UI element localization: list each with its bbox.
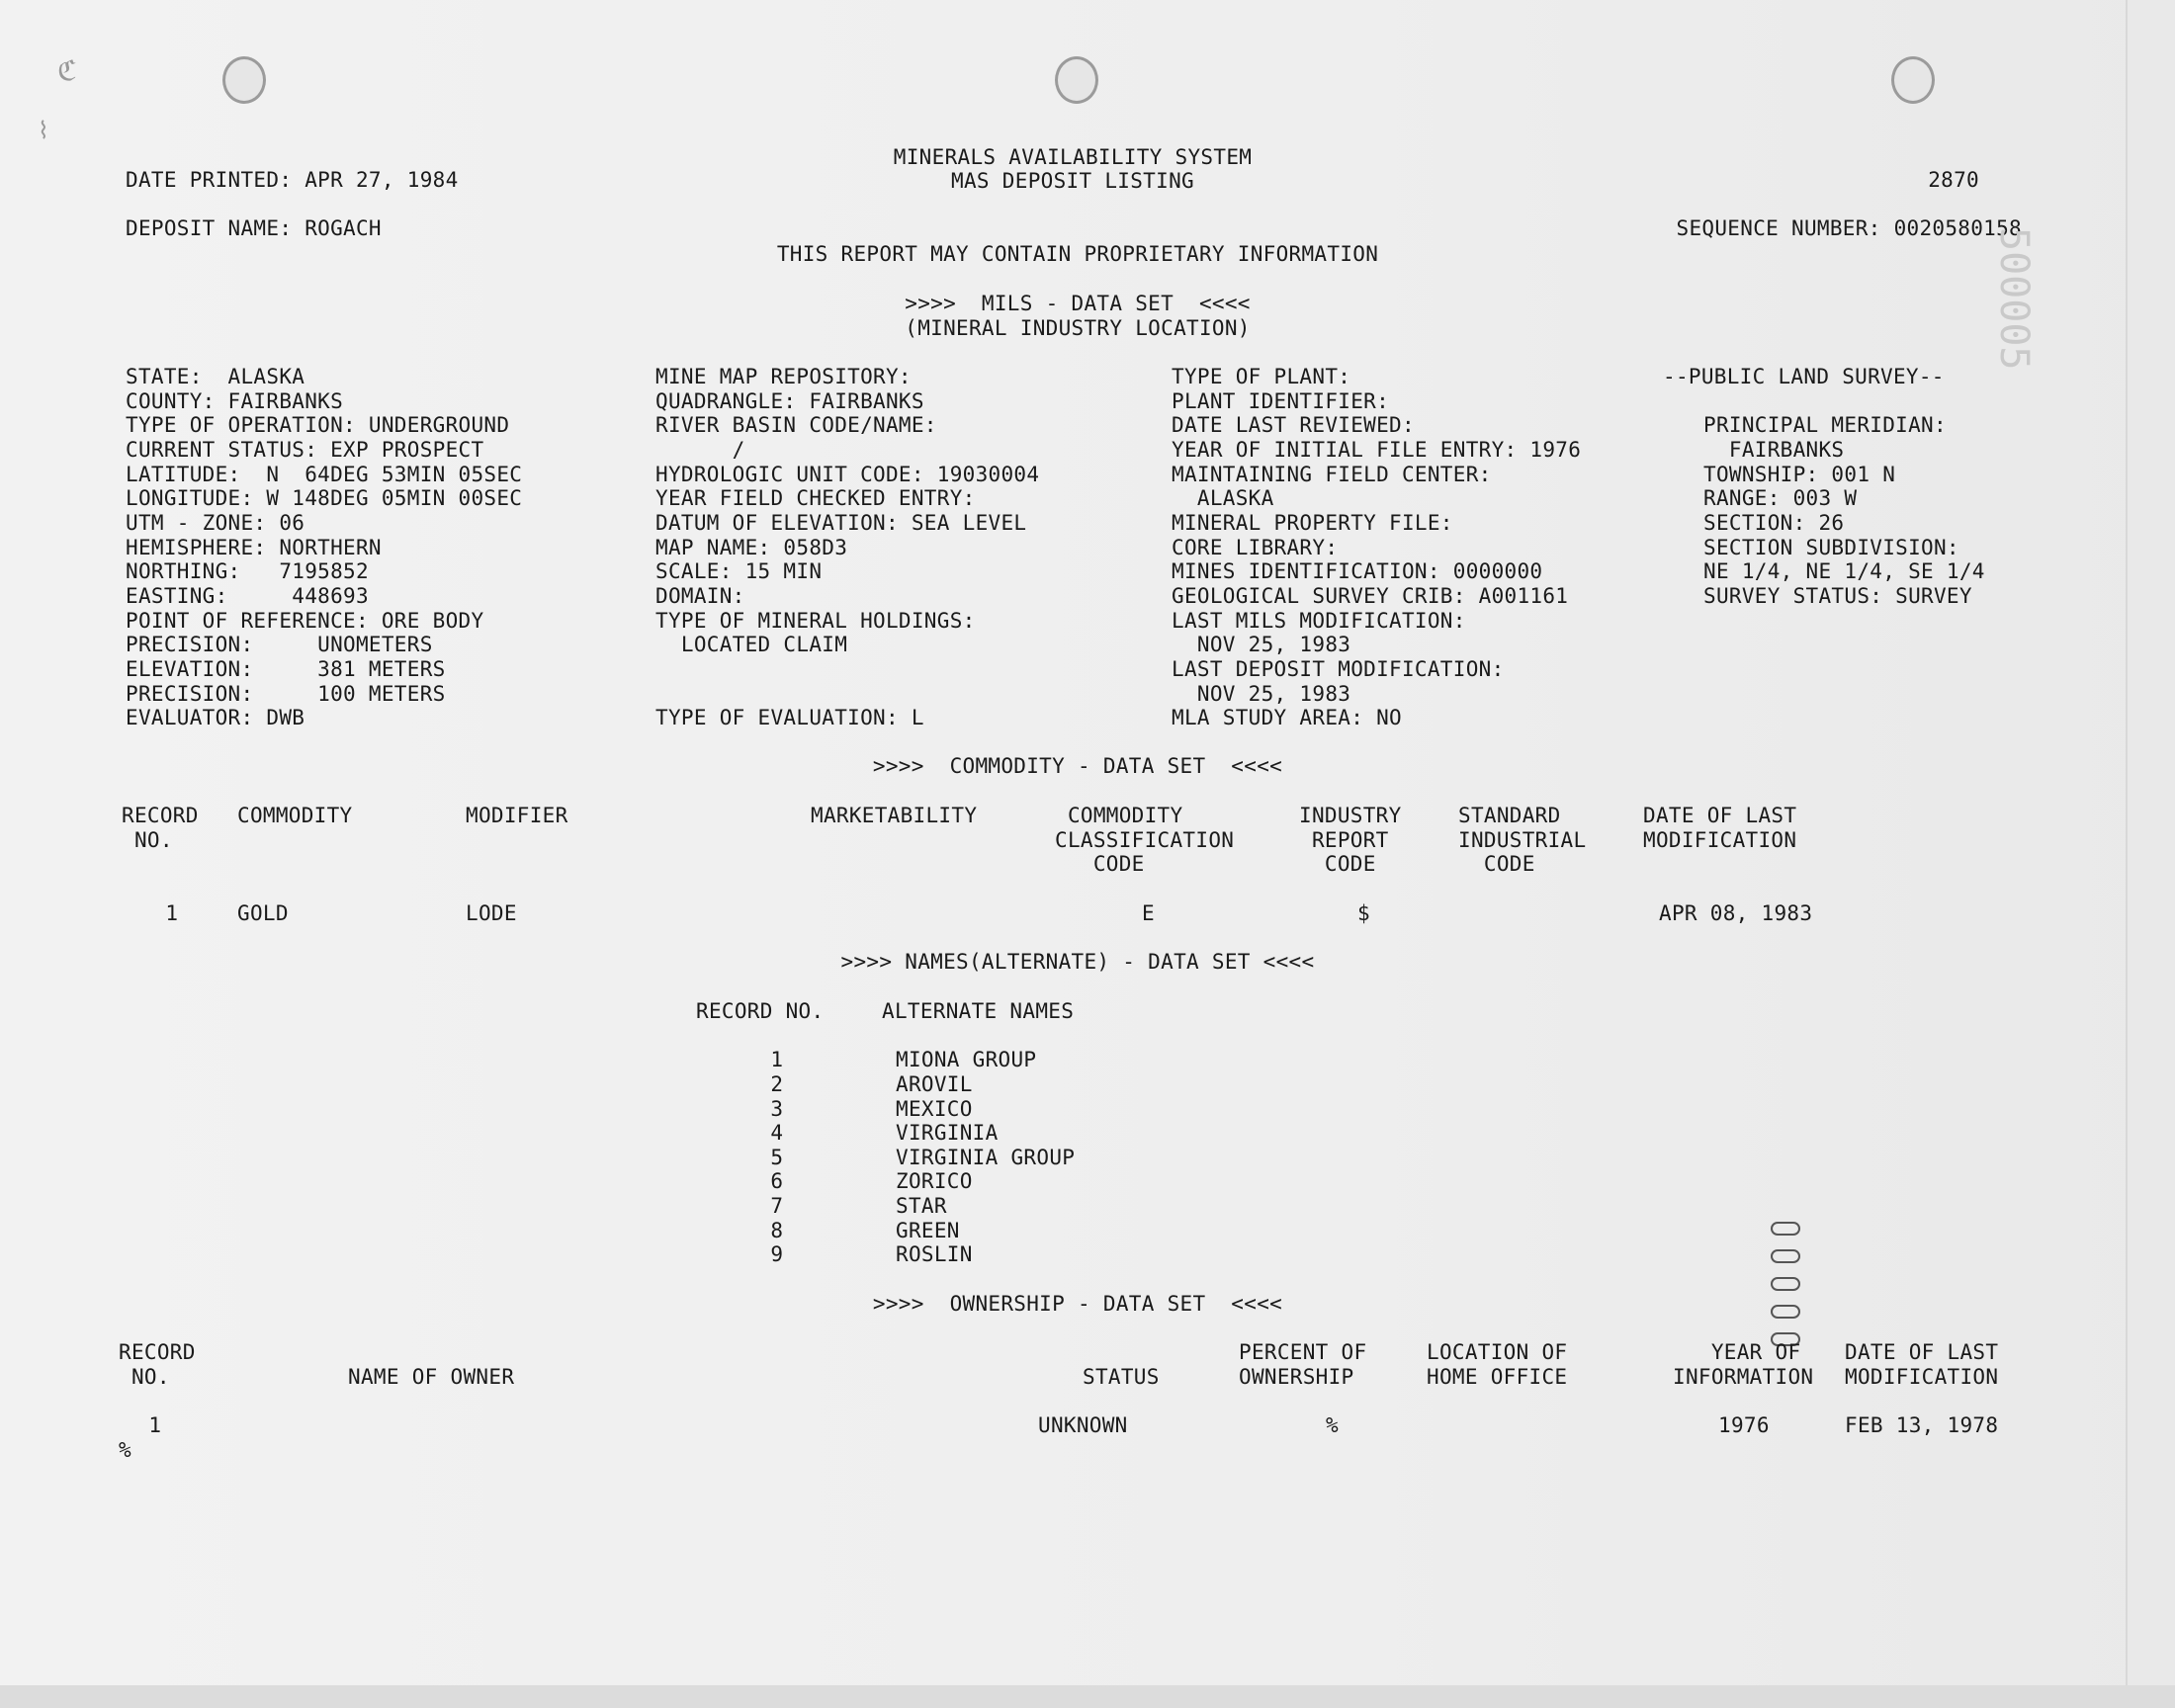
- mils-field: NOV 25, 1983: [1172, 633, 1351, 656]
- mils-field: PRECISION: 100 METERS: [126, 682, 446, 706]
- punch-oval: [1771, 1277, 1800, 1291]
- ownership-heading: >>>> OWNERSHIP - DATA SET <<<<: [872, 1292, 1283, 1316]
- mils-heading: >>>> MILS - DATA SET <<<<: [905, 292, 1251, 315]
- ownership-header-percent: PERCENT OF OWNERSHIP: [1239, 1340, 1367, 1389]
- listing-title: MAS DEPOSIT LISTING: [951, 169, 1194, 193]
- page-bottom-strip: [0, 1685, 2175, 1708]
- mils-field: NORTHING: 7195852: [126, 559, 369, 583]
- punch-oval: [1771, 1222, 1800, 1236]
- names-record-no: 7: [770, 1194, 783, 1218]
- punch-oval: [1771, 1249, 1800, 1263]
- alternate-name: ZORICO: [896, 1169, 973, 1193]
- punch-hole-left: [222, 56, 266, 104]
- side-stamp-number: 500005: [1991, 227, 2037, 371]
- commodity-classification: E: [1142, 901, 1155, 925]
- pls-field: SECTION SUBDIVISION:: [1703, 536, 1959, 559]
- mils-field: YEAR OF INITIAL FILE ENTRY: 1976: [1172, 438, 1582, 462]
- commodity-date: APR 08, 1983: [1659, 901, 1813, 925]
- pls-field: PRINCIPAL MERIDIAN:: [1703, 413, 1947, 437]
- mils-field: MLA STUDY AREA: NO: [1172, 706, 1402, 729]
- ownership-percent: %: [1326, 1413, 1339, 1437]
- mils-field: MINE MAP REPOSITORY:: [655, 365, 912, 388]
- names-record-no: 1: [770, 1048, 783, 1071]
- names-record-no: 4: [770, 1121, 783, 1145]
- alternate-name: VIRGINIA GROUP: [896, 1146, 1076, 1169]
- pls-heading: --PUBLIC LAND SURVEY--: [1663, 365, 1945, 388]
- pls-field: SECTION: 26: [1703, 511, 1845, 535]
- commodity-name: GOLD: [237, 901, 289, 925]
- commodity-header-industry: INDUSTRY REPORT CODE: [1299, 804, 1402, 877]
- names-record-no: 6: [770, 1169, 783, 1193]
- proprietary-notice: THIS REPORT MAY CONTAIN PROPRIETARY INFORMATION: [776, 242, 1379, 266]
- mils-field: MINES IDENTIFICATION: 0000000: [1172, 559, 1543, 583]
- punch-oval: [1771, 1305, 1800, 1319]
- mils-field: LAST DEPOSIT MODIFICATION:: [1172, 657, 1505, 681]
- commodity-header-marketability: MARKETABILITY: [811, 804, 978, 827]
- mils-field: POINT OF REFERENCE: ORE BODY: [126, 609, 484, 633]
- mils-field: MAINTAINING FIELD CENTER:: [1172, 463, 1492, 486]
- alternate-name: MIONA GROUP: [896, 1048, 1037, 1071]
- system-title: MINERALS AVAILABILITY SYSTEM: [893, 145, 1253, 169]
- mils-field: CORE LIBRARY:: [1172, 536, 1339, 559]
- mils-field: LAST MILS MODIFICATION:: [1172, 609, 1466, 633]
- mils-field: COUNTY: FAIRBANKS: [126, 389, 344, 413]
- mils-field: TYPE OF OPERATION: UNDERGROUND: [126, 413, 510, 437]
- alternate-name: MEXICO: [896, 1097, 973, 1121]
- deposit-name: DEPOSIT NAME: ROGACH: [126, 216, 382, 240]
- commodity-header-commodity: COMMODITY: [237, 804, 353, 827]
- mils-field: QUADRANGLE: FAIRBANKS: [655, 389, 924, 413]
- mils-field: LOCATED CLAIM: [655, 633, 848, 656]
- commodity-header-classification: COMMODITY CLASSIFICATION CODE: [1055, 804, 1235, 877]
- ownership-date: FEB 13, 1978: [1845, 1413, 1999, 1437]
- alternate-name: ROSLIN: [896, 1242, 973, 1266]
- alternate-name: VIRGINIA: [896, 1121, 999, 1145]
- mils-field: MAP NAME: 058D3: [655, 536, 848, 559]
- ownership-header-status: STATUS: [1083, 1365, 1160, 1389]
- mils-field: HEMISPHERE: NORTHERN: [126, 536, 382, 559]
- mils-field: LONGITUDE: W 148DEG 05MIN 00SEC: [126, 486, 523, 510]
- punch-hole-center: [1055, 56, 1098, 104]
- names-header-names: ALTERNATE NAMES: [882, 999, 1075, 1023]
- page-edge: [2126, 0, 2128, 1708]
- commodity-header-date: DATE OF LAST MODIFICATION: [1643, 804, 1797, 852]
- mils-field: DATUM OF ELEVATION: SEA LEVEL: [655, 511, 1027, 535]
- mils-field: EVALUATOR: DWB: [126, 706, 305, 729]
- ownership-header-owner: NAME OF OWNER: [348, 1365, 515, 1389]
- commodity-header-record: RECORD NO.: [122, 804, 199, 852]
- ownership-header-record: RECORD NO.: [119, 1340, 196, 1389]
- mils-field: ALASKA: [1172, 486, 1274, 510]
- mils-field: EASTING: 448693: [126, 584, 369, 608]
- mils-field: PLANT IDENTIFIER:: [1172, 389, 1390, 413]
- pls-field: FAIRBANKS: [1703, 438, 1845, 462]
- mils-field: CURRENT STATUS: EXP PROSPECT: [126, 438, 484, 462]
- ownership-status: UNKNOWN: [1038, 1413, 1128, 1437]
- names-heading: >>>> NAMES(ALTERNATE) - DATA SET <<<<: [840, 950, 1315, 974]
- mils-field: GEOLOGICAL SURVEY CRIB: A001161: [1172, 584, 1569, 608]
- mils-field: SCALE: 15 MIN: [655, 559, 823, 583]
- names-record-no: 5: [770, 1146, 783, 1169]
- sequence-number: SEQUENCE NUMBER: 0020580158: [1676, 216, 2022, 240]
- date-printed: DATE PRINTED: APR 27, 1984: [126, 168, 459, 192]
- ownership-header-location: LOCATION OF HOME OFFICE: [1427, 1340, 1568, 1389]
- mils-field: MINERAL PROPERTY FILE:: [1172, 511, 1453, 535]
- pencil-mark-2: ⌇: [38, 117, 49, 144]
- mils-field: LATITUDE: N 64DEG 53MIN 05SEC: [126, 463, 523, 486]
- ownership-header-date: DATE OF LAST MODIFICATION: [1845, 1340, 1999, 1389]
- commodity-heading: >>>> COMMODITY - DATA SET <<<<: [872, 754, 1283, 778]
- mils-field: TYPE OF MINERAL HOLDINGS:: [655, 609, 976, 633]
- mils-field: RIVER BASIN CODE/NAME:: [655, 413, 937, 437]
- pls-field: RANGE: 003 W: [1703, 486, 1858, 510]
- alternate-name: GREEN: [896, 1219, 960, 1242]
- commodity-industry-code: $: [1357, 901, 1370, 925]
- mils-field: NOV 25, 1983: [1172, 682, 1351, 706]
- ownership-percent-mark: %: [119, 1438, 131, 1462]
- ownership-record-no: 1: [148, 1413, 161, 1437]
- mils-field: TYPE OF PLANT:: [1172, 365, 1351, 388]
- mils-field: DATE LAST REVIEWED:: [1172, 413, 1415, 437]
- alternate-name: STAR: [896, 1194, 947, 1218]
- commodity-header-sic: STANDARD INDUSTRIAL CODE: [1458, 804, 1587, 877]
- names-record-no: 2: [770, 1072, 783, 1096]
- alternate-name: AROVIL: [896, 1072, 973, 1096]
- mils-field: YEAR FIELD CHECKED ENTRY:: [655, 486, 976, 510]
- pls-field: NE 1/4, NE 1/4, SE 1/4: [1703, 559, 1985, 583]
- commodity-header-modifier: MODIFIER: [466, 804, 568, 827]
- punch-hole-right: [1891, 56, 1935, 104]
- ownership-year: 1976: [1718, 1413, 1770, 1437]
- mils-subheading: (MINERAL INDUSTRY LOCATION): [905, 316, 1251, 340]
- pencil-mark: ℭ: [57, 54, 77, 87]
- mils-field: STATE: ALASKA: [126, 365, 305, 388]
- names-header-record: RECORD NO.: [696, 999, 825, 1023]
- mils-field: ELEVATION: 381 METERS: [126, 657, 446, 681]
- names-record-no: 9: [770, 1242, 783, 1266]
- mils-field: TYPE OF EVALUATION: L: [655, 706, 924, 729]
- names-record-no: 3: [770, 1097, 783, 1121]
- page-number: 2870: [1928, 168, 1979, 192]
- mils-field: DOMAIN:: [655, 584, 745, 608]
- commodity-modifier: LODE: [466, 901, 517, 925]
- pls-field: SURVEY STATUS: SURVEY: [1703, 584, 1972, 608]
- names-record-no: 8: [770, 1219, 783, 1242]
- mils-field: PRECISION: UNOMETERS: [126, 633, 433, 656]
- pls-field: TOWNSHIP: 001 N: [1703, 463, 1896, 486]
- mils-field: /: [655, 438, 745, 462]
- ownership-header-year: YEAR OF INFORMATION: [1673, 1340, 1814, 1389]
- mils-field: UTM - ZONE: 06: [126, 511, 305, 535]
- mils-field: HYDROLOGIC UNIT CODE: 19030004: [655, 463, 1040, 486]
- commodity-record-no: 1: [165, 901, 178, 925]
